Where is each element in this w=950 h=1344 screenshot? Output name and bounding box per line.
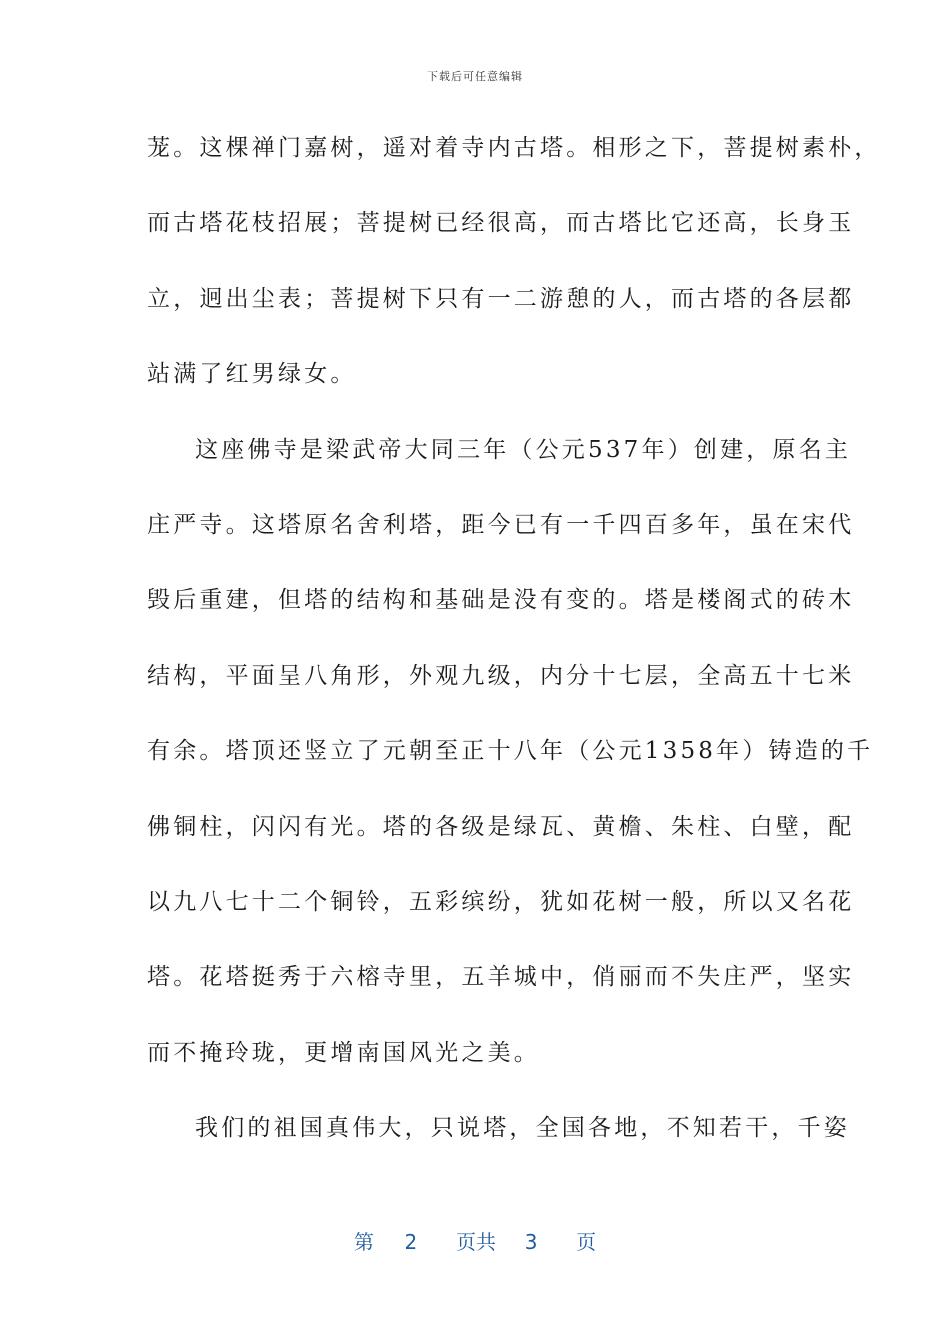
paragraph-line: 庄严寺。这塔原名舍利塔，距今已有一千四百多年，虽在宋代 xyxy=(147,511,855,538)
current-page-number: 2 xyxy=(404,1230,418,1254)
paragraph-line: 塔。花塔挺秀于六榕寺里，五羊城中，俏丽而不失庄严，坚实 xyxy=(147,964,855,991)
paragraph-line: 而不掩玲珑，更增南国风光之美。 xyxy=(147,1039,540,1066)
paragraph-line: 站满了红男绿女。 xyxy=(147,361,357,388)
paragraph-line: 佛铜柱，闪闪有光。塔的各级是绿瓦、黄檐、朱柱、白壁，配 xyxy=(147,813,855,840)
paragraph-line: 结构，平面呈八角形，外观九级，内分十七层，全高五十七米 xyxy=(147,662,855,689)
paragraph-line: 而古塔花枝招展；菩提树已经很高，而古塔比它还高，长身玉 xyxy=(147,210,855,237)
page-label-prefix: 第 xyxy=(353,1230,374,1254)
paragraph-line: 茏。这棵禅门嘉树，遥对着寺内古塔。相形之下，菩提树素朴， xyxy=(147,135,881,161)
paragraph-line: 立，迥出尘表；菩提树下只有一二游憩的人，而古塔的各层都 xyxy=(147,285,855,312)
page-label-mid: 页共 xyxy=(456,1230,496,1254)
paragraph-first-line: 这座佛寺是梁武帝大同三年（公元537年）创建，原名主 xyxy=(195,436,852,463)
page-label-suffix: 页 xyxy=(576,1230,597,1254)
page-header-note: 下载后可任意编辑 xyxy=(427,70,523,83)
paragraph-line: 以九八七十二个铜铃，五彩缤纷，犹如花树一般，所以又名花 xyxy=(147,888,855,915)
paragraph-line: 毁后重建，但塔的结构和基础是没有变的。塔是楼阁式的砖木 xyxy=(147,587,855,614)
paragraph-first-line: 我们的祖国真伟大，只说塔，全国各地，不知若干，千姿 xyxy=(195,1115,850,1142)
page-footer xyxy=(0,1226,950,1255)
document-body xyxy=(147,124,881,1179)
total-pages-number: 3 xyxy=(524,1230,538,1254)
paragraph-line: 有余。塔顶还竖立了元朝至正十八年（公元1358年）铸造的千 xyxy=(147,738,874,765)
